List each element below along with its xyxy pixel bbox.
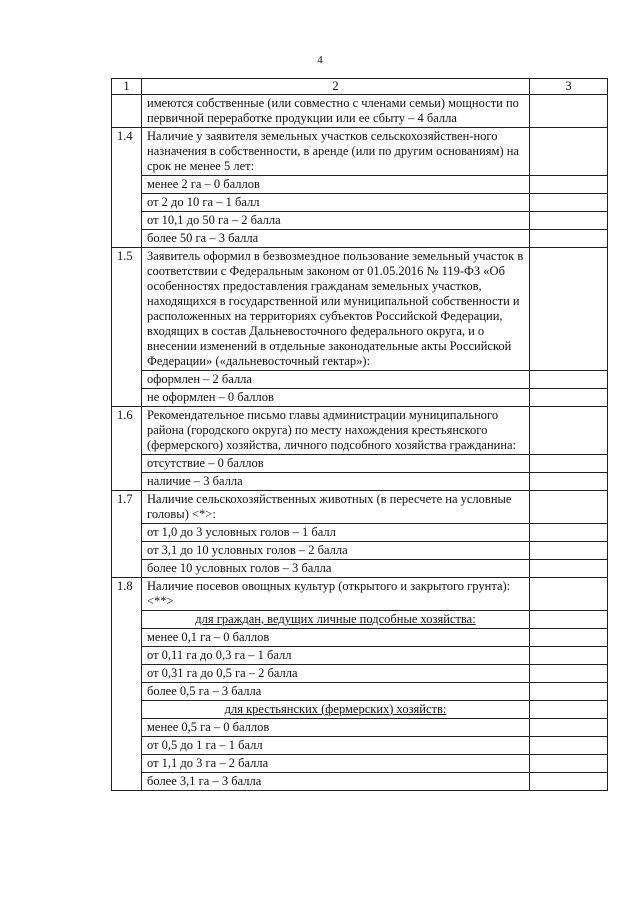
table-row [112, 176, 608, 194]
table-row [112, 560, 608, 578]
option-text: отсутствие – 0 баллов [142, 455, 530, 473]
option-text: от 0,5 до 1 га – 1 балл [142, 737, 530, 755]
table-row [112, 407, 608, 455]
option-text: от 2 до 10 га – 1 балл [142, 194, 530, 212]
score-cell [530, 578, 608, 611]
table-row [112, 611, 608, 629]
criterion-title: Заявитель оформил в безвозмездное пользование земельный участок в соответствии с Федеральным законом от 01.05.2016 № 119-ФЗ «Об особенностях предоставления гражданам земельных участков, находящихся в государственной или муниципальной собственности и расположенных на территориях субъектов Российской Федерации, входящих в состав Дальневосточного федерального округа, и о внесении изменений в отдельные законодательные акты Российской Федерации» («дальневосточный гектар»): [142, 248, 530, 371]
row-number [112, 95, 142, 128]
criteria-table [111, 78, 608, 791]
score-cell [530, 248, 608, 371]
score-cell [530, 560, 608, 578]
score-cell [530, 389, 608, 407]
table-row [112, 665, 608, 683]
score-cell [530, 542, 608, 560]
header-row [112, 79, 608, 95]
option-text: наличие – 3 балла [142, 473, 530, 491]
table-row [112, 371, 608, 389]
header-cell-1: 1 [112, 79, 142, 95]
option-text: от 10,1 до 50 га – 2 балла [142, 212, 530, 230]
option-text: менее 0,1 га – 0 баллов [142, 629, 530, 647]
score-cell [530, 611, 608, 629]
option-text: от 1,0 до 3 условных голов – 1 балл [142, 524, 530, 542]
table-row [112, 701, 608, 719]
option-text: от 0,31 га до 0,5 га – 2 балла [142, 665, 530, 683]
score-cell [530, 524, 608, 542]
score-cell [530, 473, 608, 491]
table-row [112, 683, 608, 701]
option-text: менее 2 га – 0 баллов [142, 176, 530, 194]
score-cell [530, 629, 608, 647]
score-cell [530, 455, 608, 473]
score-cell [530, 737, 608, 755]
score-cell [530, 701, 608, 719]
criterion-title: Наличие у заявителя земельных участков сельскохозяйствен-ного назначения в собственности, в аренде (или по другим основаниям) на срок не менее 5 лет: [142, 128, 530, 176]
option-text: не оформлен – 0 баллов [142, 389, 530, 407]
score-cell [530, 212, 608, 230]
score-cell [530, 371, 608, 389]
table-row [112, 212, 608, 230]
criterion-title: Наличие сельскохозяйственных животных (в пересчете на условные головы) <*>: [142, 491, 530, 524]
table-row [112, 578, 608, 611]
table-row [112, 95, 608, 128]
table-row [112, 773, 608, 791]
score-cell [530, 194, 608, 212]
score-cell [530, 773, 608, 791]
table-row [112, 473, 608, 491]
criterion-title: Рекомендательное письмо главы администрации муниципального района (городского округа) по месту нахождения крестьянского (фермерского) хозяйства, личного подсобного хозяйства гражданина: [142, 407, 530, 455]
option-text: более 10 условных голов – 3 балла [142, 560, 530, 578]
score-cell [530, 665, 608, 683]
table-row [112, 194, 608, 212]
option-text: оформлен – 2 балла [142, 371, 530, 389]
table-row [112, 248, 608, 371]
header-cell-3: 3 [530, 79, 608, 95]
row-number: 1.5 [112, 248, 142, 407]
table-row [112, 128, 608, 176]
table-row [112, 230, 608, 248]
option-text: более 0,5 га – 3 балла [142, 683, 530, 701]
score-cell [530, 719, 608, 737]
table-row [112, 389, 608, 407]
option-text: более 50 га – 3 балла [142, 230, 530, 248]
score-cell [530, 176, 608, 194]
score-cell [530, 683, 608, 701]
option-text: от 3,1 до 10 условных голов – 2 балла [142, 542, 530, 560]
score-cell [530, 407, 608, 455]
score-cell [530, 755, 608, 773]
score-cell [530, 230, 608, 248]
table-row [112, 491, 608, 524]
page-number: 4 [317, 54, 323, 66]
table-row [112, 647, 608, 665]
table-row [112, 719, 608, 737]
table-row [112, 629, 608, 647]
table-row [112, 737, 608, 755]
table-row [112, 455, 608, 473]
row-number: 1.8 [112, 578, 142, 791]
row-number: 1.7 [112, 491, 142, 578]
score-cell [530, 95, 608, 128]
table-row [112, 755, 608, 773]
criterion-title: Наличие посевов овощных культур (открытого и закрытого грунта): <**> [142, 578, 530, 611]
score-cell [530, 128, 608, 176]
row-number: 1.4 [112, 128, 142, 248]
option-text: от 1,1 до 3 га – 2 балла [142, 755, 530, 773]
table-row [112, 524, 608, 542]
score-cell [530, 491, 608, 524]
header-cell-2: 2 [142, 79, 530, 95]
option-text: менее 0,5 га – 0 баллов [142, 719, 530, 737]
row-number: 1.6 [112, 407, 142, 491]
table-row [112, 542, 608, 560]
option-text: более 3,1 га – 3 балла [142, 773, 530, 791]
criterion-text: имеются собственные (или совместно с членами семьи) мощности по первичной переработке продукции или ее сбыту – 4 балла [142, 95, 530, 128]
option-text: от 0,11 га до 0,3 га – 1 балл [142, 647, 530, 665]
score-cell [530, 647, 608, 665]
subgroup-heading: для граждан, ведущих личные подсобные хозяйства: [142, 611, 530, 629]
subgroup-heading: для крестьянских (фермерских) хозяйств: [142, 701, 530, 719]
